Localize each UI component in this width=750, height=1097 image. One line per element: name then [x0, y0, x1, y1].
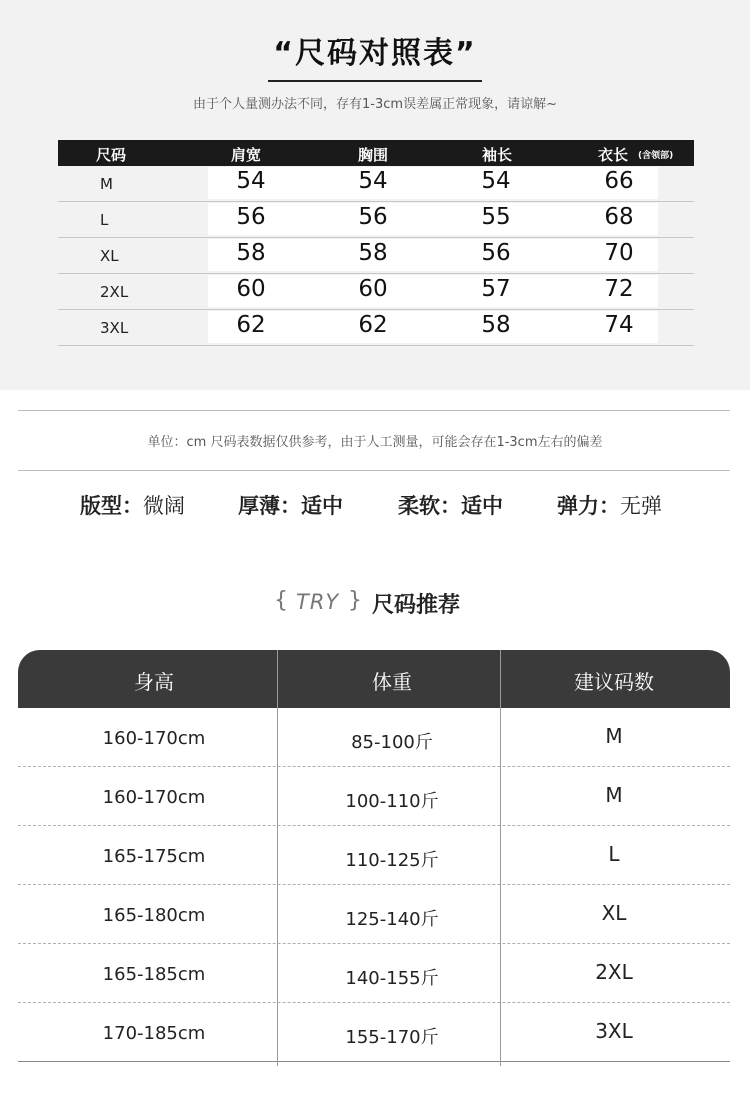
length-value: 66 [604, 168, 634, 194]
header-length-note: (含领部) [638, 151, 674, 161]
recommend-table [18, 650, 730, 1062]
weight-cell: 100-110斤 [345, 791, 439, 812]
size-chart-panel [0, 0, 750, 390]
length-value: 74 [604, 312, 634, 338]
row-size: XL [100, 247, 119, 265]
height-cell: 165-175cm [102, 846, 206, 867]
shoulder-value: 54 [236, 168, 266, 194]
title-underline [268, 80, 482, 82]
sleeve-value: 57 [481, 276, 511, 302]
row-size: 2XL [100, 283, 129, 301]
table-row [18, 1003, 730, 1062]
height-cell: 170-185cm [102, 1023, 206, 1044]
attribute-value: 微阔 [143, 494, 185, 518]
attribute-fit [80, 490, 185, 520]
size-cell: 2XL [595, 960, 633, 984]
fabric-attributes [0, 490, 750, 520]
recommend-header [18, 650, 730, 708]
sleeve-value: 55 [481, 204, 511, 230]
weight-cell: 110-125斤 [345, 850, 439, 871]
attribute-label: 柔软： [398, 494, 461, 518]
height-cell: 165-180cm [102, 905, 206, 926]
chest-value: 58 [358, 240, 388, 266]
table-row [18, 708, 730, 767]
attribute-thickness [238, 490, 343, 520]
column-divider [277, 650, 278, 1066]
size-cell: 3XL [595, 1019, 633, 1043]
table-row [58, 202, 694, 238]
attribute-softness [398, 490, 503, 520]
sleeve-value: 54 [481, 168, 511, 194]
header-suggested-size: 建议码数 [574, 670, 654, 694]
length-value: 68 [604, 204, 634, 230]
attribute-label: 弹力： [557, 494, 620, 518]
weight-cell: 85-100斤 [351, 732, 433, 753]
attribute-value: 无弹 [620, 494, 662, 518]
size-chart-header [58, 140, 694, 166]
length-value: 70 [604, 240, 634, 266]
shoulder-value: 62 [236, 312, 266, 338]
shoulder-value: 58 [236, 240, 266, 266]
header-chest: 胸围 [358, 146, 389, 164]
divider-top [18, 410, 730, 411]
shoulder-value: 60 [236, 276, 266, 302]
sleeve-value: 56 [481, 240, 511, 266]
size-chart-table [58, 140, 694, 346]
table-row [58, 310, 694, 346]
height-cell: 160-170cm [102, 787, 206, 808]
header-weight: 体重 [372, 670, 412, 694]
attribute-label: 厚薄： [238, 494, 301, 518]
header-height: 身高 [134, 670, 174, 694]
chest-value: 56 [358, 204, 388, 230]
recommend-heading: 尺码推荐 [372, 593, 461, 618]
table-row [58, 238, 694, 274]
page-title: “尺码对照表” [273, 36, 477, 71]
chest-value: 60 [358, 276, 388, 302]
size-cell: L [608, 842, 620, 866]
open-brace: { [274, 588, 288, 613]
size-cell: M [605, 783, 623, 807]
size-cell: XL [601, 901, 627, 925]
unit-note: 单位：cm 尺码表数据仅供参考，由于人工测量，可能会存在1-3cm左右的偏差 [147, 435, 603, 450]
sleeve-value: 58 [481, 312, 511, 338]
attribute-elasticity [557, 490, 662, 520]
attribute-value: 适中 [461, 494, 503, 518]
height-cell: 165-185cm [102, 964, 206, 985]
column-divider [500, 650, 501, 1066]
chest-value: 54 [358, 168, 388, 194]
recommend-title [0, 588, 750, 618]
chest-value: 62 [358, 312, 388, 338]
header-length: 衣长 [598, 146, 629, 164]
close-brace: } [348, 588, 362, 613]
row-size: 3XL [100, 319, 129, 337]
weight-cell: 125-140斤 [345, 909, 439, 930]
table-row [18, 826, 730, 885]
header-sleeve: 袖长 [482, 146, 513, 164]
page-subtitle: 由于个人量测办法不同，存有1-3cm误差属正常现象，请谅解~ [193, 97, 557, 112]
attribute-label: 版型： [80, 494, 143, 518]
height-cell: 160-170cm [102, 728, 206, 749]
divider-bottom [18, 470, 730, 471]
attribute-value: 适中 [301, 494, 343, 518]
table-row [58, 274, 694, 310]
shoulder-value: 56 [236, 204, 266, 230]
header-size: 尺码 [96, 146, 127, 164]
row-size: M [100, 175, 113, 193]
weight-cell: 140-155斤 [345, 968, 439, 989]
table-row [58, 166, 694, 202]
header-shoulder: 肩宽 [231, 146, 262, 164]
weight-cell: 155-170斤 [345, 1027, 439, 1048]
table-row [18, 767, 730, 826]
table-row [18, 944, 730, 1003]
size-cell: M [605, 724, 623, 748]
try-label: TRY [296, 590, 340, 614]
table-row [18, 885, 730, 944]
row-size: L [100, 211, 109, 229]
length-value: 72 [604, 276, 634, 302]
